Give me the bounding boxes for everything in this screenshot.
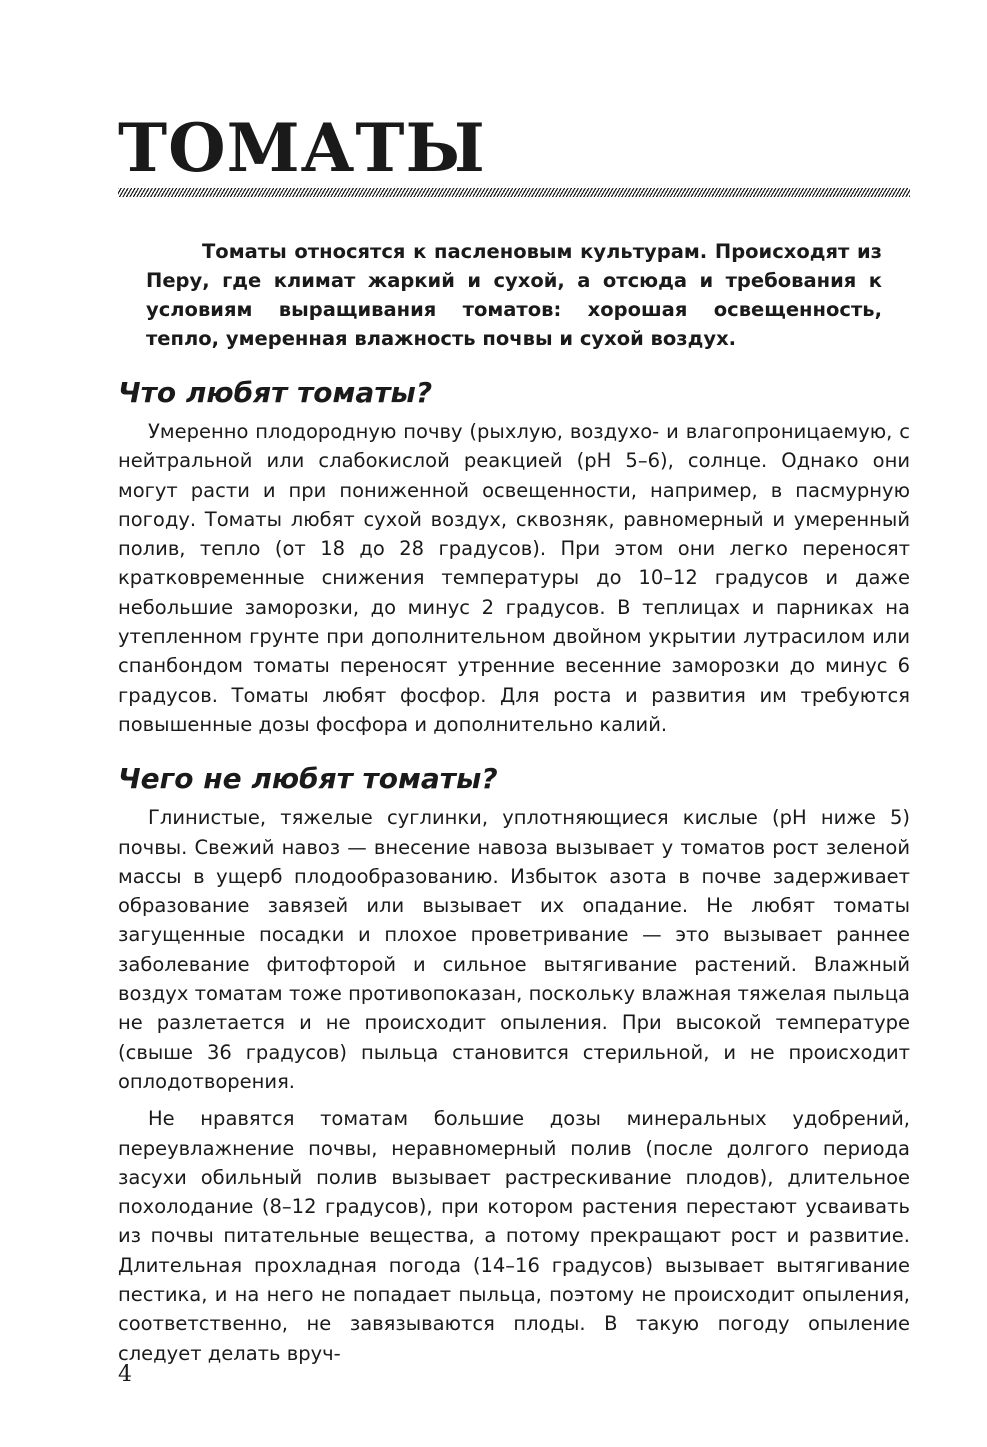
page-title: ТОМАТЫ (118, 109, 486, 187)
lead-paragraph: Томаты относятся к пасленовым культурам. Происходят из Перу, где климат жаркий и сухой, а отсюда и требования к условиям выращивания томатов: хорошая освещенность, тепло, умеренная влажность почвы и сухой воздух. (146, 240, 882, 350)
paragraph-likes: Умеренно плодородную почву (рыхлую, воздухо- и влагопроницаемую, с нейтральной или слабокислой реакцией (pH 5–6), солнце. Однако они могут расти и при пониженной освещенности, например, в пасмурную погоду. Томаты любят сухой воздух, сквозняк, равномерный и умеренный полив, тепло (от 18 до 28 градусов). При этом они легко переносят кратковременные снижения температуры до 10–12 градусов и даже небольшие заморозки, до минус 2 градусов. В теплицах и парниках на утепленном грунте при дополнительном двойном укрытии лутрасилом или спанбондом томаты переносят утренние весенние заморозки до минус 6 градусов. Томаты любят фосфор. Для роста и развития им требуются повышенные дозы фосфора и дополнительно калий. (118, 420, 910, 736)
title-hatched-rule (118, 188, 910, 197)
section-heading-likes: Что любят томаты? (118, 376, 433, 409)
section-heading-dislikes: Чего не любят томаты? (118, 762, 498, 796)
paragraph-dislikes-1: Глинистые, тяжелые суглинки, уплотняющиеся кислые (pH ниже 5) почвы. Свежий навоз — внесение навоза вызывает у томатов рост зеленой массы в ущерб плодообразованию. Избыток азота в почве задерживает образование завязей или вызывает их опадание. Не любят томаты загущенные посадки и плохое проветривание — это вызывает раннее заболевание фитофторой и сильное вытягивание растений. Влажный воздух томатам тоже противопоказан, поскольку влажная тяжелая пыльца не разлетается и не происходит опыления. При высокой температуре (свыше 36 градусов) пыльца становится стерильной, и не происходит оплодотворения. (118, 806, 910, 1093)
page-content (118, 108, 910, 1368)
page-number: 4 (118, 1362, 132, 1387)
paragraph-dislikes-2: Не нравятся томатам большие дозы минеральных удобрений, переувлажнение почвы, неравномерный полив (после долгого периода засухи обильный полив вызывает растрескивание плодов), длительное похолодание (8–12 градусов), при котором растения перестают усваивать из почвы питательные вещества, а потому прекращают рост и развитие. Длительная прохладная погода (14–16 градусов) вызывает вытягивание пестика, и на него не попадает пыльца, поэтому не происходит опыления, соответственно, не завязываются плоды. В такую погоду опыление следует делать вруч- (118, 1107, 910, 1365)
